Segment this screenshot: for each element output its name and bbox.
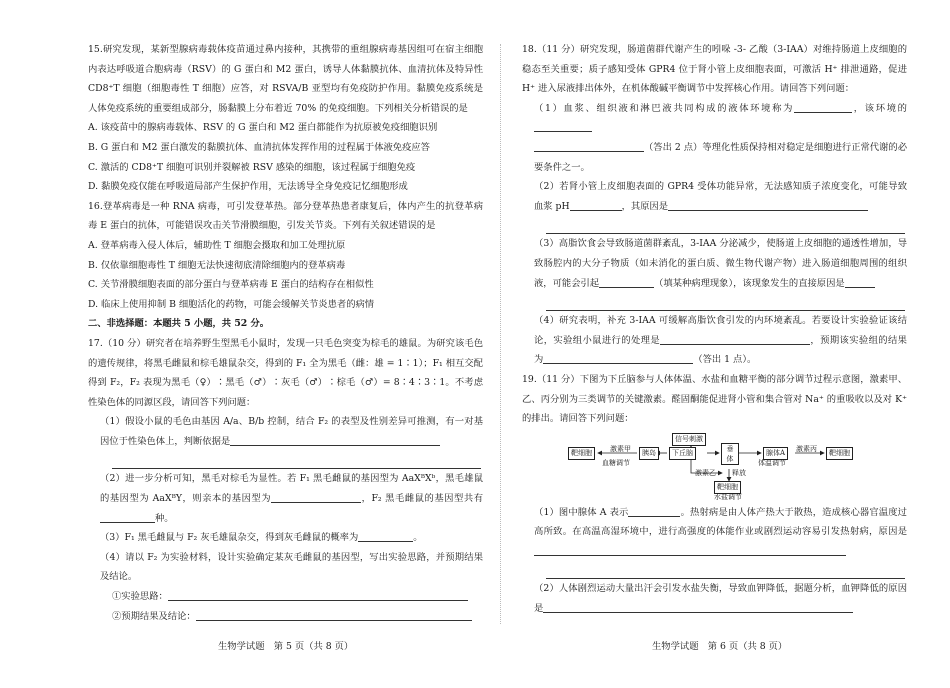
pituitary-box: 垂体 bbox=[721, 443, 739, 465]
answer-blank[interactable] bbox=[534, 119, 592, 132]
q17-part4-idea bbox=[88, 587, 483, 607]
q18-part4 bbox=[522, 311, 907, 370]
answer-line[interactable] bbox=[546, 561, 905, 579]
answer-blank[interactable] bbox=[628, 504, 680, 517]
regulation-diagram bbox=[564, 433, 854, 499]
answer-blank[interactable] bbox=[543, 600, 853, 613]
gland-a-box: 腺体A bbox=[763, 447, 788, 460]
q19-part1-text-b: 。热射病是由人体产热大于散热，造成核心器官温度过高所致。在高温高湿环境中，进行高强度的体能作业或剧烈运动容易引发热射病，原因是 bbox=[534, 506, 907, 538]
answer-line[interactable] bbox=[546, 293, 905, 311]
answer-blank[interactable] bbox=[794, 100, 852, 113]
q19-stem: 19.（11 分）下图为下丘脑参与人体体温、水盐和血糖平衡的部分调节过程示意图，激素甲、乙、丙分别为三类调节的关键激素。醛固酮能促进肾小管和集合管对 Na⁺ 的重吸收以及对 K⁺ 的排出。请回答下列问题： bbox=[522, 373, 907, 425]
hormone-a-label: 激素甲 bbox=[610, 444, 631, 453]
q18-part3-text-b: （填某种病理现象），该现象发生的直接原因是 bbox=[654, 277, 845, 289]
q18-part1 bbox=[522, 99, 907, 177]
footer-page-5: 生物学试题 第 5 页（共 8 页） bbox=[218, 641, 354, 652]
q18-part3-text-a: （3）高脂饮食会导致肠道菌群紊乱，3-IAA 分泌减少，使肠道上皮细胞的通透性增加，导致肠腔内的大分子物质（如未消化的蛋白质、微生物代谢产物）进入肠道细胞周围的组织液，可能会引起 bbox=[534, 238, 907, 289]
temperature-regulation-label: 体温调节 bbox=[758, 458, 786, 467]
answer-blank[interactable] bbox=[168, 588, 468, 601]
q17-part3 bbox=[88, 528, 483, 548]
q18-part2 bbox=[522, 177, 907, 216]
q19-part2-text: （2）人体剧烈运动大量出汗会引发水盐失衡，导致血钾降低，据题分析，血钾降低的原因是 bbox=[534, 583, 907, 615]
answer-blank[interactable] bbox=[570, 198, 622, 211]
answer-line[interactable] bbox=[112, 451, 481, 469]
section-heading: 二、非选择题：本题共 5 小题，共 52 分。 bbox=[88, 318, 270, 330]
q16-option-d: D. 临床上使用抑制 B 细胞活化的药物，可能会缓解关节炎患者的病情 bbox=[88, 298, 375, 310]
q18-part1-text-c: （答出 2 点）等理化性质保持相对稳定是细胞进行正常代谢的必要条件之一。 bbox=[534, 141, 907, 173]
q18-part4-text-b: ，预期该实验组的结果为 bbox=[534, 334, 907, 366]
q15-option-b: B. G 蛋白和 M2 蛋白激发的黏膜抗体、血清抗体发挥作用的过程属于体液免疫应答 bbox=[88, 141, 430, 153]
q17-part2-text-b: ，F₂ 黑毛雌鼠的基因型共有 bbox=[361, 493, 483, 505]
q16-option-b: B. 仅依靠细胞毒性 T 细胞无法快速彻底清除细胞内的登革病毒 bbox=[88, 259, 346, 271]
answer-blank[interactable] bbox=[543, 351, 693, 364]
pancreas-box: 胰岛 bbox=[639, 447, 659, 460]
q17-part1-text: （1）假设小鼠的毛色由基因 A/a、B/b 控制，结合 F₂ 的表型及性别差异可推测，有一对基因位于性染色体上，判断依据是 bbox=[100, 416, 483, 447]
footer-page-6: 生物学试题 第 6 页（共 8 页） bbox=[652, 641, 788, 652]
q17-part2 bbox=[88, 469, 483, 528]
q18-part3 bbox=[522, 234, 907, 293]
q15-option-a: A. 该疫苗中的腺病毒载体、RSV 的 G 蛋白和 M2 蛋白都能作为抗原被免疫细胞识别 bbox=[88, 122, 438, 134]
q17-part2-text-c: 种。 bbox=[155, 512, 174, 524]
q17-part1 bbox=[88, 412, 483, 451]
q17-part3-text-a: （3）F₁ 黑毛雌鼠与 F₂ 灰毛雄鼠杂交，得到灰毛雌鼠的概率为 bbox=[100, 532, 359, 544]
q18-part2-text-b: ，其原因是 bbox=[621, 200, 669, 212]
hormone-c-label: 激素丙 bbox=[796, 444, 817, 453]
target-cell-glucose: 靶细胞 bbox=[568, 447, 595, 460]
q18-part1-text-a: （1）血浆、组织液和淋巴液共同构成的液体环境称为 bbox=[534, 102, 795, 114]
water-salt-regulation-label: 水盐调节 bbox=[714, 492, 742, 501]
q18-stem: 18.（11 分）研究发现，肠道菌群代谢产生的吲哚 -3- 乙酸（3-IAA）对维持肠道上皮细胞的稳态至关重要；质子感知受体 GPR4 位于肾小管上皮细胞表面，可激活 H⁺ 排泄通路，促进 H⁺ 进入尿液排出体外，在机体酸碱平衡调节中发挥核心作用。请回答下列问题： bbox=[522, 44, 907, 95]
q17-part4-result-label: ②预期结果及结论： bbox=[112, 610, 196, 622]
q18-part1-text-b: ，该环境的 bbox=[852, 102, 907, 114]
answer-line[interactable] bbox=[546, 216, 905, 234]
signal-box: 信号刺激 bbox=[672, 433, 706, 446]
answer-blank[interactable] bbox=[845, 275, 875, 288]
page-5 bbox=[88, 40, 483, 626]
q18-part2-text-a: （2）若肾小管上皮细胞表面的 GPR4 受体功能异常，无法感知质子浓度变化，可能导致血浆 pH bbox=[534, 181, 907, 212]
hormone-b-label: 激素乙 bbox=[695, 468, 716, 477]
q15-stem: 15.研究发现，某新型腺病毒载体疫苗通过鼻内接种，其携带的重组腺病毒基因组可在宿主细胞内表达呼吸道合胞病毒（RSV）的 G 蛋白和 M2 蛋白，诱导人体黏膜抗体、血清抗体及特异性 CD8⁺T 细胞（细胞毒性 T 细胞）应答，对 RSVA/B 亚型均有免疫防护作用。黏膜免疫系统是人体免疫系统的重要组成部分，肠黏膜上分布着近 70% 的免疫细胞。下列相关分析错误的是 bbox=[88, 44, 483, 114]
q16-option-a: A. 登革病毒入侵人体后，辅助性 T 细胞会摄取和加工处理抗原 bbox=[88, 239, 346, 251]
q17-part4-idea-label: ①实验思路： bbox=[112, 591, 168, 603]
q18-part4-text-c: （答出 1 点）。 bbox=[693, 354, 757, 366]
answer-blank[interactable] bbox=[534, 139, 644, 152]
target-cell-water: 靶细胞 bbox=[714, 481, 741, 494]
answer-blank[interactable] bbox=[599, 275, 654, 288]
q17-part3-text-b: 。 bbox=[413, 532, 423, 544]
q17-stem: 17.（10 分）研究者在培养野生型黑毛小鼠时，发现一只毛色突变为棕毛的雄鼠。为研究该毛色的遗传规律，将黑毛雌鼠和棕毛雄鼠杂交，得到的 F₁ 全为黑毛（雌：雄 = 1∶1）；F₁ 相互交配得到 F₂，F₂ 表现为黑毛（♀）∶黑毛（♂）∶灰毛（♂）∶棕毛（♂）= 8∶4∶3∶1。不考虑性染色体的同源区段，请回答下列问题： bbox=[88, 337, 483, 408]
q18-part4-text-a: （4）研究表明，补充 3-IAA 可缓解高脂饮食引发的内环境紊乱。若要设计实验验证该结论，实验组小鼠进行的处理是 bbox=[534, 315, 907, 346]
page-6 bbox=[522, 40, 907, 619]
answer-blank[interactable] bbox=[534, 543, 846, 556]
q19-part1 bbox=[522, 503, 907, 562]
answer-blank[interactable] bbox=[358, 529, 413, 542]
q15-option-c: C. 激活的 CD8⁺T 细胞可识别并裂解被 RSV 感染的细胞，该过程属于细胞免疫 bbox=[88, 161, 416, 173]
answer-blank[interactable] bbox=[100, 510, 155, 523]
q16-stem: 16.登革病毒是一种 RNA 病毒，可引发登革热。部分登革热患者康复后，体内产生的抗登革病毒 E 蛋白的抗体，可能错误攻击关节滑膜细胞，引发关节炎。下列有关叙述错误的是 bbox=[88, 200, 483, 232]
target-cell-temperature: 靶细胞 bbox=[826, 447, 853, 460]
answer-blank[interactable] bbox=[660, 332, 810, 345]
q15-option-d: D. 黏膜免疫仅能在呼吸道局部产生保护作用，无法诱导全身免疫记忆细胞形成 bbox=[88, 181, 408, 193]
q16-option-c: C. 关节滑膜细胞表面的部分蛋白与登革病毒 E 蛋白的结构存在相似性 bbox=[88, 279, 374, 291]
q19-part1-text-a: （1）图中腺体 A 表示 bbox=[534, 506, 629, 518]
answer-blank[interactable] bbox=[271, 490, 361, 503]
answer-blank[interactable] bbox=[196, 608, 472, 621]
q17-part2-text-a: （2）进一步分析可知，黑毛对棕毛为显性。若 F₁ 黑毛雌鼠的基因型为 AaXᴮXᵇ，黑毛雄鼠的基因型为 AaXᴮY，则亲本的基因型为 bbox=[100, 473, 483, 505]
release-label: 释放 bbox=[732, 468, 746, 477]
column-divider bbox=[500, 44, 501, 624]
q19-part2 bbox=[522, 579, 907, 618]
answer-blank[interactable] bbox=[230, 433, 440, 446]
answer-blank[interactable] bbox=[668, 198, 868, 211]
hypothalamus-box: 下丘脑 bbox=[669, 447, 696, 460]
glucose-regulation-label: 血糖调节 bbox=[602, 458, 630, 467]
q17-part4: （4）请以 F₂ 为实验材料，设计实验确定某灰毛雌鼠的基因型，写出实验思路，并预期结果及结论。 bbox=[100, 551, 483, 583]
q17-part4-result bbox=[88, 607, 483, 627]
